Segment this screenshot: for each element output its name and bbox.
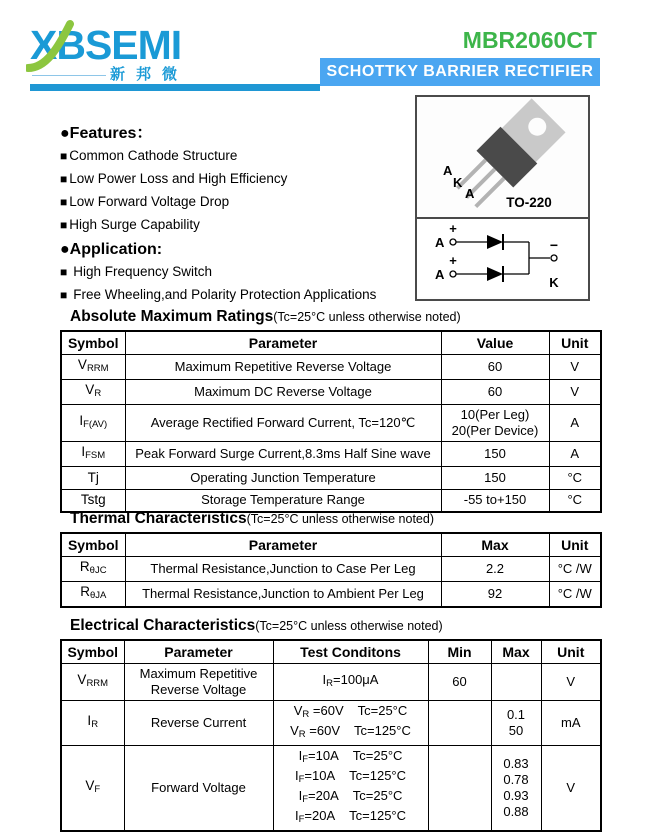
table-row: $V_{RRM}$ Maximum Repetitive Reverse Voltage 60 V (61, 354, 601, 379)
circuit-plus2: + (449, 253, 457, 268)
feature-item: ■ Low Power Loss and High Efficiency (60, 171, 288, 186)
table-row: $I_{FSM}$ Peak Forward Surge Current,8.3ms Half Sine wave 150 A (61, 441, 601, 466)
part-number: MBR2060CT (462, 27, 597, 53)
table-row: $R_{\theta JA}$ Thermal Resistance,Junction to Ambient Per Leg 92 °C /W (61, 581, 601, 607)
application-item: ■ Free Wheeling,and Polarity Protection Applications (60, 287, 377, 302)
table-header-row: Symbol Parameter Test Conditons Min Max Unit (61, 640, 601, 663)
table-header-row: Symbol Parameter Value Unit (61, 331, 601, 354)
square-bullet-icon: ■ (60, 288, 68, 302)
circuit-cathode-label: K (549, 275, 559, 290)
table-row: $V_F$ Forward Voltage $I_F=10A$ Tc=25°C $I_F=10A$ Tc=125°C $I_F=20A$ Tc=25°C $I_F=20A$ Tc=125°C 0.83 0.78 0.93 0.88 V (61, 745, 601, 831)
feature-item: ■ Low Forward Voltage Drop (60, 194, 230, 209)
header-blue-bar (30, 84, 320, 91)
application-heading: ●Application: (60, 241, 163, 258)
circuit-anode2-label: A (435, 267, 445, 282)
electrical-characteristics-table (60, 639, 602, 832)
pin-label-k: K (453, 175, 463, 190)
logo-underline (32, 75, 106, 76)
dot-bullet-icon: ● (60, 241, 70, 258)
thermal-characteristics-table (60, 532, 602, 608)
electrical-characteristics-section (60, 617, 600, 832)
square-bullet-icon: ■ (60, 265, 68, 279)
pin-label-a2: A (465, 186, 475, 201)
circuit-diagram (417, 219, 588, 297)
table-row: $V_{RRM}$ Maximum Repetitive Reverse Voltage $I_R=100\mu A$ 60 V (61, 663, 601, 700)
square-bullet-icon: ■ (60, 218, 68, 232)
feature-item: ■ High Surge Capability (60, 217, 200, 232)
package-name-label: TO-220 (506, 195, 552, 210)
section-title: Absolute Maximum Ratings(Tc=25°C unless otherwise noted) (70, 308, 461, 325)
absolute-maximum-ratings-table (60, 330, 602, 513)
dot-bullet-icon: ● (60, 125, 70, 142)
table-row: $R_{\theta JC}$ Thermal Resistance,Junction to Case Per Leg 2.2 °C /W (61, 556, 601, 581)
absolute-maximum-ratings-section (60, 308, 600, 513)
features-section (60, 116, 410, 311)
circuit-anode1-label: A (435, 235, 445, 250)
table-header-row: Symbol Parameter Max Unit (61, 533, 601, 556)
section-title: Electrical Characteristics(Tc=25°C unless otherwise noted) (70, 617, 443, 634)
circuit-minus: − (549, 237, 559, 253)
square-bullet-icon: ■ (60, 149, 68, 163)
square-bullet-icon: ■ (60, 172, 68, 186)
thermal-characteristics-section (60, 510, 600, 608)
logo-swoosh-icon (26, 18, 96, 74)
table-row: $I_{F(AV)}$ Average Rectified Forward Current, Tc=120℃ 10(Per Leg) 20(Per Device) A (61, 404, 601, 441)
logo-chinese-text: 新邦微 (30, 66, 320, 84)
product-type-banner: SCHOTTKY BARRIER RECTIFIER (320, 58, 600, 86)
table-row: Tj Operating Junction Temperature 150 °C (61, 466, 601, 489)
feature-item: ■ Common Cathode Structure (60, 148, 238, 163)
square-bullet-icon: ■ (60, 195, 68, 209)
pin-label-a1: A (443, 163, 453, 178)
application-item: ■ High Frequency Switch (60, 264, 213, 279)
table-row: Tstg Storage Temperature Range -55 to+150 °C (61, 489, 601, 512)
features-heading: ●Features： (60, 125, 153, 142)
section-title: Thermal Characteristics(Tc=25°C unless otherwise noted) (70, 510, 434, 527)
company-logo (30, 24, 320, 84)
to-220-package-image (417, 97, 588, 219)
table-row: $I_R$ Reverse Current $V_R =60V$ Tc=25°C $V_R =60V$ Tc=125°C 0.1 50 mA (61, 700, 601, 745)
table-row: $V_R$ Maximum DC Reverse Voltage 60 V (61, 379, 601, 404)
package-panel (415, 95, 590, 301)
circuit-plus1: + (449, 221, 457, 236)
logo-text: XBSEMI (30, 22, 182, 68)
